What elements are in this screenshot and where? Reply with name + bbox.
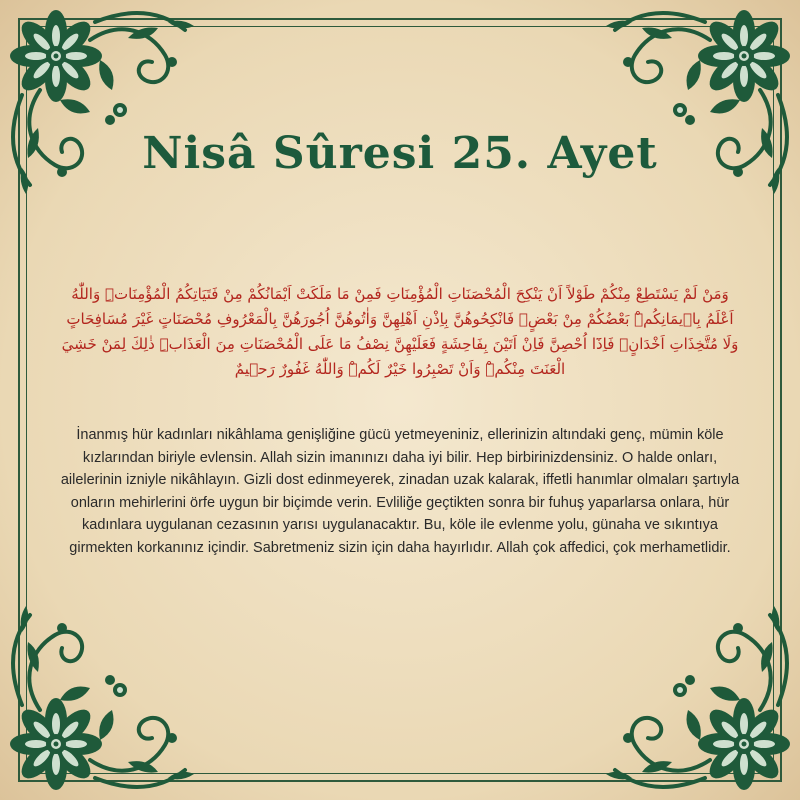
page-title: Nisâ Sûresi 25. Ayet	[142, 128, 658, 179]
verse-meaning-text: İnanmış hür kadınları nikâhlama genişliğine gücü yetmeyeniniz, ellerinizin altındaki genç, mümin köle kızlarından biriyle evlensin. Allah sizin imanınızı daha iyi bilir. Hep birbirinizdensiniz. O halde onları, ailelerinin izniyle nikâhlayın. Gizli dost edinmeyerek, zinadan uzak kalarak, iffetli hanımlar olmaları şartıyla onların mehirlerini örfe uygun bir biçimde verin. Evliliğe geçtikten sonra bir fuhuş yaparlarsa onlara, hür kadınlara uygulanan cezasının yarısı uygulanacaktır. Bu, köle ile evlenme yolu, günaha ve sıkıntıya girmekten korkanınız içindir. Sabretmeniz sizin için daha hayırlıdır. Allah çok affedici, çok merhametlidir.	[60, 427, 740, 556]
floral-corner-ornament-icon	[0, 600, 200, 800]
arabic-verse-text: وَمَنْ لَمْ يَسْتَطِعْ مِنْكُمْ طَوْلاً اَنْ يَنْكِحَ الْمُحْصَنَاتِ الْمُؤْمِنَاتِ فَمِنْ مَا مَلَكَتْ اَيْمَانُكُمْ مِنْ فَتَيَاتِكُمُ الْمُؤْمِنَاتِۜ وَاللّٰهُ اَعْلَمُ بِا۪يمَانِكُمْۜ بَعْضُكُمْ مِنْ بَعْضٍۚ فَانْكِحُوهُنَّ بِاِذْنِ اَهْلِهِنَّ وَاٰتُوهُنَّ اُجُورَهُنَّ بِالْمَعْرُوفِ مُحْصَنَاتٍ غَيْرَ مُسَافِحَاتٍ وَلَا مُتَّخِذَاتِ اَخْدَانٍۚ فَاِذَٓا اُحْصِنَّ فَاِنْ اَتَيْنَ بِفَاحِشَةٍ فَعَلَيْهِنَّ نِصْفُ مَا عَلَى الْمُحْصَنَاتِ مِنَ الْعَذَابِۜ ذٰلِكَ لِمَنْ خَشِيَ الْعَنَتَ مِنْكُمْۜ وَاَنْ تَصْبِرُوا خَيْرٌ لَكُمْۜ وَاللّٰهُ غَفُورٌ رَح۪يمٌ	[61, 285, 739, 378]
floral-corner-ornament-icon	[600, 600, 800, 800]
